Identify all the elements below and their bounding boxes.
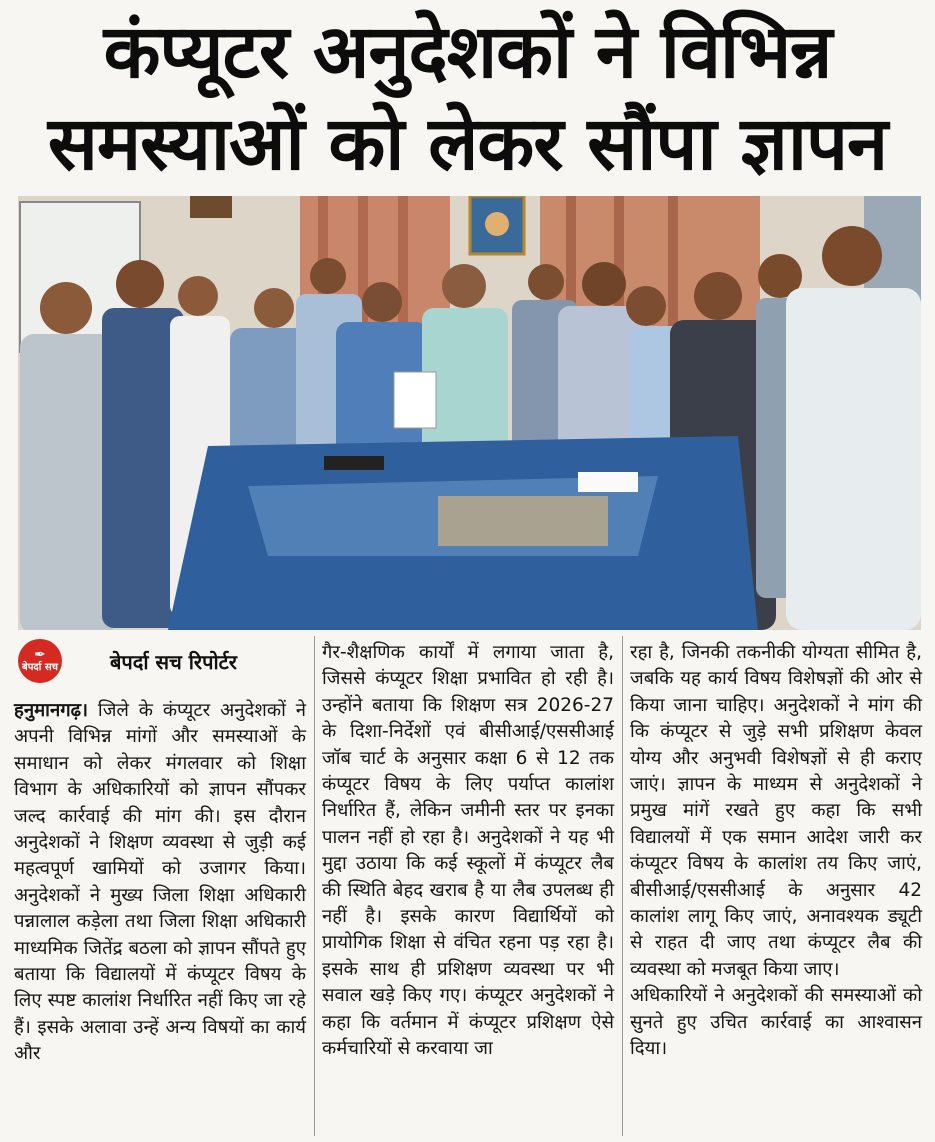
article-text: अधिकारियों ने अनुदेशकों की समस्याओं को सुनते हुए उचित कार्रवाई का आश्वासन दिया। <box>630 985 922 1060</box>
brand-logo <box>18 639 62 683</box>
column-divider <box>622 636 623 1136</box>
dateline: हनुमानगढ़। <box>14 700 89 721</box>
logo-text: बेपर्दा सच <box>22 662 58 673</box>
column-divider <box>314 636 315 1136</box>
group-photo-icon <box>18 196 921 630</box>
reporter-name: बेपर्दा सच रिपोर्टर <box>110 650 237 674</box>
headline-line-1: कंप्यूटर अनुदेशकों ने विभिन्न <box>103 9 832 95</box>
article-text: गैर-शैक्षणिक कार्यों में लगाया जाता है, जिससे कंप्यूटर शिक्षा प्रभावित हो रही है। उन्होंने बताया कि शिक्षण सत्र 2026-27 के दिशा-निर्देशों एवं बीसीआई/एससीआई जॉब चार्ट के अनुसार कक्षा 6 से 12 तक कंप्यूटर विषय के लिए पर्याप्त कालांश निर्धारित हैं, लेकिन जमीनी स्तर पर इनका पालन नहीं हो रहा है। अनुदेशकों ने यह भी मुद्दा उठाया कि कई स्कूलों में कंप्यूटर लैब की स्थिति बेहद खराब है या लैब उपलब्ध ही नहीं है। इसके कारण विद्यार्थियों को प्रायोगिक शिक्षा से वंचित रहना पड़ रहा है। इसके साथ ही प्रशिक्षण व्यवस्था पर भी सवाल खड़े किए गए। कंप्यूटर अनुदेशकों ने कहा कि वर्तमान में कंप्यूटर प्रशिक्षण ऐसे कर्मचारियों से करवाया जा <box>322 642 614 1060</box>
byline <box>14 636 310 688</box>
headline <box>0 0 935 192</box>
article-column-1 <box>14 698 306 1068</box>
article-column-3 <box>630 640 922 1063</box>
headline-line-2: समस्याओं को लेकर सौंपा ज्ञापन <box>47 101 888 187</box>
pen-nib-icon: ✒ <box>34 647 46 663</box>
article-column-2 <box>322 640 614 1063</box>
news-photo <box>18 196 921 630</box>
article-text: जिले के कंप्यूटर अनुदेशकों ने अपनी विभिन्न मांगों और समस्याओं के समाधान को लेकर मंगलवार को शिक्षा विभाग के अधिकारियों को ज्ञापन सौंपकर जल्द कार्रवाई की मांग की। इस दौरान अनुदेशकों ने शिक्षण व्यवस्था से जुड़ी कई महत्वपूर्ण खामियों को उजागर किया। अनुदेशकों ने मुख्य जिला शिक्षा अधिकारी पन्नालाल कड़ेला तथा जिला शिक्षा अधिकारी माध्यमिक जितेंद्र बठला को ज्ञापन सौंपते हुए बताया कि विद्यालयों में कंप्यूटर विषय के लिए स्पष्ट कालांश निर्धारित नहीं किए जा रहे हैं। इसके अलावा उन्हें अन्य विषयों का कार्य और <box>14 700 306 1065</box>
article-text: रहा है, जिनकी तकनीकी योग्यता सीमित है, जबकि यह कार्य विषय विशेषज्ञों की ओर से किया जाना चाहिए। अनुदेशकों ने मांग की कि कंप्यूटर से जुड़े सभी प्रशिक्षण केवल योग्य और अनुभवी विशेषज्ञों से ही कराए जाएं। ज्ञापन के माध्यम से अनुदेशकों ने प्रमुख मांगें रखते हुए कहा कि सभी विद्यालयों में एक समान आदेश जारी कर कंप्यूटर विषय के कालांश तय किए जाएं, बीसीआई/एससीआई के अनुसार 42 कालांश लागू किए जाएं, अनावश्यक ड्यूटी से राहत दी जाए तथा कंप्यूटर लैब की व्यवस्था को मजबूत किया जाए। <box>630 642 922 980</box>
